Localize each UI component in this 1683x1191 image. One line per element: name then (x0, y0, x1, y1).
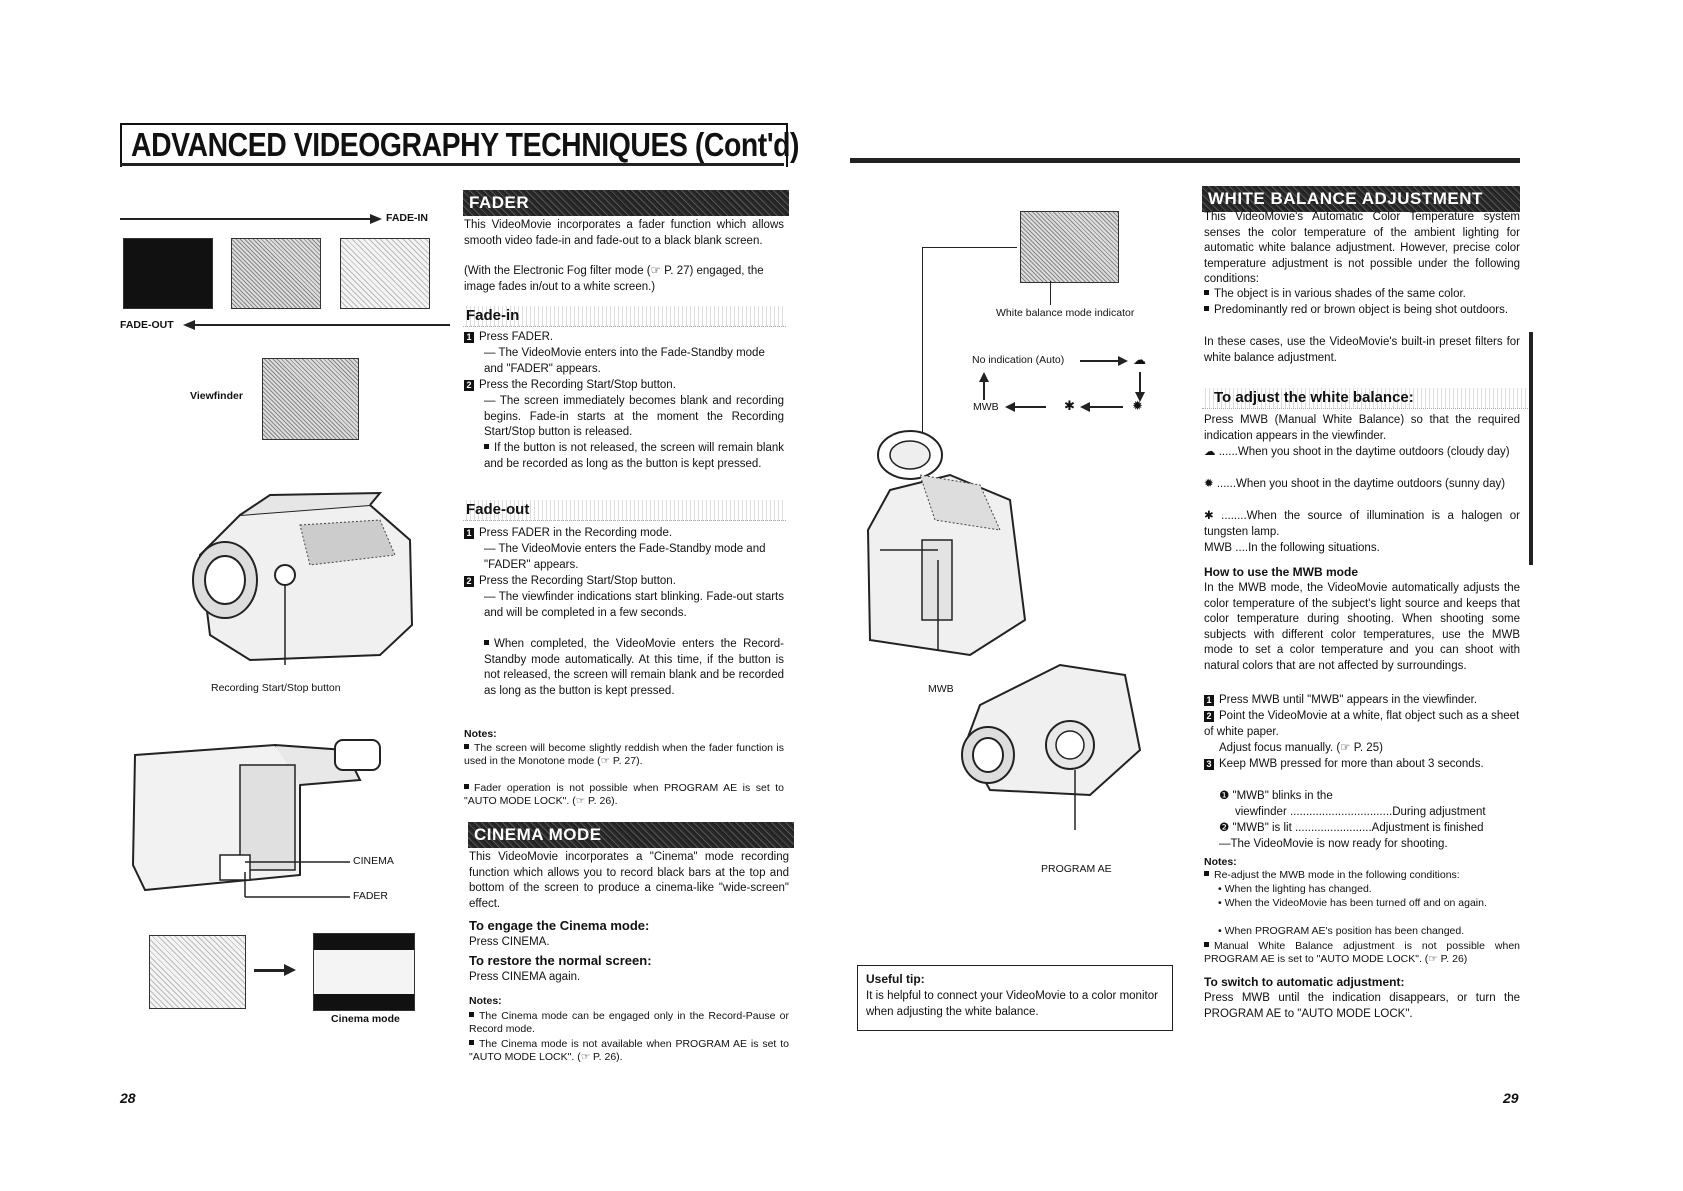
wb-note-1-a-text: When the lighting has changed. (1224, 883, 1372, 895)
wb-intro: This VideoMovie's Automatic Color Temperature system senses the color temperature of the ambient lighting for automatic white balance adjustment. However, precise color temperature adjustment is not possible under the following conditions: (1204, 211, 1520, 286)
wb-condition-1-text: The object is in various shades of the same color. (1214, 288, 1466, 300)
fader-fog-note: (With the Electronic Fog filter mode (☞ P. 27) engaged, the image fades in/out to a white screen.) (464, 265, 764, 293)
fade-out-step1-text: Press FADER in the Recording mode. (479, 527, 673, 539)
wb-step-1 (1204, 693, 1520, 709)
dot-icon: • (1218, 897, 1225, 909)
wb-indicator-sunny-text: ......When you shoot in the daytime outdoors (sunny day) (1216, 478, 1506, 490)
cinema-note-2-text: The Cinema mode is not available when PROGRAM AE is set to "AUTO MODE LOCK". (☞ P. 26). (469, 1038, 789, 1063)
cinema-engage-heading: To engage the Cinema mode: (469, 918, 650, 933)
wb-adjust-intro: Press MWB (Manual White Balance) so that the required indication appears in the viewfinder. (1204, 414, 1520, 442)
wb-step-3-b (1219, 821, 1484, 837)
fade-out-step2-text: Press the Recording Start/Stop button. (479, 575, 676, 587)
fade-out-step2 (464, 574, 784, 590)
cinema-mode-label: Cinema mode (331, 1013, 400, 1025)
fade-out-step2-bullet (484, 637, 784, 699)
wb-step-3-a1-text: "MWB" blinks in the (1232, 790, 1333, 802)
fade-in-step2 (464, 378, 784, 394)
cinema-arrow (254, 969, 284, 972)
fade-in-step1 (464, 330, 784, 346)
camcorder-top-illustration (860, 430, 1060, 660)
wb-step-3-text: Keep MWB pressed for more than about 3 seconds. (1219, 758, 1484, 770)
step-number-2: 2 (1204, 711, 1214, 722)
wb-condition-2-text: Predominantly red or brown object is being shot outdoors. (1214, 304, 1509, 316)
mwb-up-arrow (983, 380, 985, 400)
wb-step-2-text: Point the VideoMovie at a white, flat object such as a sheet of white paper. (1204, 710, 1520, 738)
bullet-icon (1204, 942, 1209, 947)
wb-indicator-halogen-text: ........When the source of illumination is a halogen or tungsten lamp. (1204, 510, 1521, 538)
fade-out-heading: Fade-out (463, 500, 786, 521)
wb-condition-1 (1204, 287, 1520, 303)
wb-preset-text: In these cases, use the VideoMovie's built-in preset filters for white balance adjustment. (1204, 336, 1520, 364)
cinema-after-screen (313, 933, 415, 1011)
wb-step-3-b-text: "MWB" is lit ........................Adjustment is finished (1232, 822, 1484, 834)
right-page-top-rule (850, 158, 1520, 163)
cinema-note-1-text: The Cinema mode can be engaged only in the Record-Pause or Record mode. (469, 1010, 789, 1035)
cinema-note-1 (469, 1010, 789, 1036)
fader-label: FADER (353, 890, 389, 902)
wb-indicator-mwb: MWB ....In the following situations. (1204, 542, 1380, 554)
wb-note-1-c (1218, 925, 1518, 938)
margin-rule (1529, 332, 1533, 565)
halogen-icon: ✱ (1204, 510, 1222, 522)
fade-in-step2-text: Press the Recording Start/Stop button. (479, 379, 676, 391)
program-ae-label: PROGRAM AE (1041, 863, 1112, 875)
camcorder-illustration (180, 485, 430, 670)
circled-two-icon: ❷ (1219, 822, 1233, 834)
wb-step-3-a (1219, 789, 1333, 805)
wb-indicator-label: White balance mode indicator (996, 307, 1135, 319)
wb-notes-label: Notes: (1204, 856, 1237, 868)
wb-switch-text: Press MWB until the indication disappears, or turn the PROGRAM AE to "AUTO MODE LOCK". (1204, 992, 1520, 1020)
auto-arrow (1080, 360, 1120, 362)
no-indication-label: No indication (Auto) (972, 354, 1065, 366)
fade-in-step1-text: Press FADER. (479, 331, 554, 343)
wb-note-1-b (1218, 897, 1518, 910)
bullet-icon (464, 784, 469, 789)
step-number-1: 1 (464, 332, 474, 343)
cloudy-icon: ☁ (1204, 446, 1219, 458)
cinema-restore-text: Press CINEMA again. (469, 971, 581, 983)
fade-in-bullet-text: If the button is not released, the screen will remain blank and be recorded as long as the button is kept pressed. (484, 442, 784, 470)
step-number-2: 2 (464, 576, 474, 587)
cinema-intro: This VideoMovie incorporates a "Cinema" mode recording function which allows you to record black bars at the top and bottom of the screen to produce a cinema-like "wide-screen" effect. (469, 851, 789, 910)
useful-tip-title: Useful tip: (866, 972, 925, 986)
bullet-icon (464, 744, 469, 749)
wb-indicator-cloudy (1204, 445, 1520, 461)
fade-in-arrow (120, 218, 372, 220)
bullet-icon (469, 1012, 474, 1017)
sunny-icon: ✹ (1204, 478, 1217, 490)
wb-howto-text: In the MWB mode, the VideoMovie automatically adjusts the color temperature of the subject's light source and keeps that color temperature during shooting. When shooting some subjects with different color temperatures, use the MWB mode to set a color temperature and you can shoot with natural colors that are not affected by surroundings. (1204, 582, 1520, 672)
step-number-2: 2 (464, 380, 474, 391)
wb-step-3 (1204, 757, 1520, 773)
bullet-icon (1204, 871, 1209, 876)
step-number-1: 1 (1204, 695, 1214, 706)
wb-note-2 (1204, 940, 1520, 966)
bullet-icon (1204, 290, 1209, 295)
fade-out-step1 (464, 526, 784, 542)
wb-note-1-text: Re-adjust the MWB mode in the following conditions: (1214, 869, 1460, 881)
cinema-notes-label: Notes: (469, 995, 502, 1007)
fade-in-heading: Fade-in (463, 306, 786, 327)
record-button-label: Recording Start/Stop button (211, 682, 341, 694)
fader-intro: This VideoMovie incorporates a fader function which allows smooth video fade-in and fade-out to a black blank screen. (464, 219, 784, 247)
step-number-3: 3 (1204, 759, 1214, 770)
fade-out-arrow (194, 324, 450, 326)
viewfinder-image (262, 358, 359, 440)
fade-in-step2-bullet (484, 441, 784, 472)
wb-adjust-heading: To adjust the white balance: (1202, 388, 1530, 409)
wb-switch-heading: To switch to automatic adjustment: (1204, 975, 1405, 989)
sunny-icon: ✹ (1132, 398, 1143, 413)
dot-icon: • (1218, 925, 1225, 937)
fade-out-bullet-text: When completed, the VideoMovie enters the Record-Standby mode automatically. At this time, if the button is not released, the screen will remain blank and be recorded as long as the button is kept pressed. (484, 638, 784, 697)
fader-note-1 (464, 742, 784, 768)
wb-step-1-text: Press MWB until "MWB" appears in the viewfinder. (1219, 694, 1478, 706)
camcorder-front-illustration (950, 645, 1150, 830)
wb-pointer-horizontal (922, 247, 1017, 248)
cinema-restore-heading: To restore the normal screen: (469, 953, 652, 968)
wb-indicator-sunny (1204, 477, 1520, 493)
cinema-engage-text: Press CINEMA. (469, 936, 550, 948)
fader-heading: FADER (463, 190, 789, 216)
page-title: ADVANCED VIDEOGRAPHY TECHNIQUES (Cont'd) (131, 126, 800, 163)
fader-note-2 (464, 782, 784, 808)
bullet-icon (484, 640, 489, 645)
cloudy-down-arrow (1139, 372, 1141, 394)
fader-note-1-text: The screen will become slightly reddish when the fader function is used in the Monotone mode (☞ P. 27). (464, 742, 784, 767)
right-page-number: 29 (1503, 1090, 1519, 1106)
fader-note-2-text: Fader operation is not possible when PROGRAM AE is set to "AUTO MODE LOCK". (☞ P. 26). (464, 782, 784, 807)
useful-tip-text: It is helpful to connect your VideoMovie to a color monitor when adjusting the white balance. (866, 990, 1158, 1018)
wb-note-1-c-text: When PROGRAM AE's position has been changed. (1224, 925, 1465, 937)
viewfinder-label: Viewfinder (190, 390, 243, 402)
wb-condition-2 (1204, 303, 1520, 319)
camcorder-side-illustration (125, 725, 385, 905)
fade-in-arrowhead (370, 214, 382, 224)
halogen-icon: ✱ (1064, 398, 1075, 413)
wb-step-3-a2: viewfinder ................................During adjustment (1235, 806, 1486, 818)
wb-heading: WHITE BALANCE ADJUSTMENT (1202, 186, 1520, 212)
left-page-number: 28 (120, 1090, 136, 1106)
fade-in-label: FADE-IN (386, 212, 428, 224)
cinema-label: CINEMA (353, 855, 394, 867)
mwb-arrow-label: MWB (973, 401, 999, 413)
cinema-before-screen (149, 935, 246, 1009)
bullet-icon (1204, 306, 1209, 311)
cinema-note-2 (469, 1038, 789, 1064)
wb-step-2-sub: Adjust focus manually. (☞ P. 25) (1219, 742, 1383, 754)
cinema-arrowhead (284, 964, 296, 976)
fader-notes-label: Notes: (464, 728, 497, 740)
wb-step-2 (1204, 709, 1520, 740)
wb-note-1 (1204, 869, 1520, 882)
mwb-up-arrowhead (979, 372, 989, 382)
dot-icon: • (1218, 883, 1225, 895)
step-number-1: 1 (464, 528, 474, 539)
cinema-heading: CINEMA MODE (468, 822, 794, 848)
wb-viewfinder-screen (1020, 211, 1119, 283)
fade-screen-black (123, 238, 213, 309)
fade-out-label: FADE-OUT (120, 319, 174, 331)
wb-indicator-cloudy-text: ......When you shoot in the daytime outdoors (cloudy day) (1218, 446, 1510, 458)
wb-indicator-line (1050, 281, 1051, 305)
wb-note-2-text: Manual White Balance adjustment is not possible when PROGRAM AE is set to "AUTO MODE LOCK". (☞ P. 26) (1204, 940, 1520, 965)
circled-one-icon: ❶ (1219, 790, 1233, 802)
fade-screen-mid (231, 238, 321, 309)
fade-in-step2-note: — The screen immediately becomes blank and recording begins. Fade-in starts at the moment the Recording Start/Stop button is released. (484, 395, 784, 439)
auto-arrowhead (1118, 356, 1128, 366)
to-mwb-arrow (1014, 406, 1046, 408)
fade-out-step1-note: — The VideoMovie enters the Fade-Standby mode and "FADER" appears. (484, 543, 766, 571)
wb-note-1-b-text: When the VideoMovie has been turned off and on again. (1224, 897, 1487, 909)
mwb-label: MWB (928, 683, 954, 695)
bullet-icon (484, 444, 489, 449)
wb-howto-heading: How to use the MWB mode (1204, 565, 1358, 579)
wb-pointer-vertical (922, 247, 923, 447)
wb-note-1-a (1218, 883, 1518, 896)
fade-out-step2-note: — The viewfinder indications start blinking. Fade-out starts and will be completed in a few seconds. (484, 591, 784, 619)
wb-step-3-c: —The VideoMovie is now ready for shooting. (1219, 838, 1448, 850)
fade-screen-clear (340, 238, 430, 309)
fade-in-step1-note: — The VideoMovie enters into the Fade-Standby mode and "FADER" appears. (484, 347, 765, 375)
wb-indicator-halogen (1204, 509, 1520, 540)
bullet-icon (469, 1040, 474, 1045)
to-halogen-arrow (1089, 406, 1123, 408)
cloudy-icon: ☁ (1133, 352, 1146, 367)
